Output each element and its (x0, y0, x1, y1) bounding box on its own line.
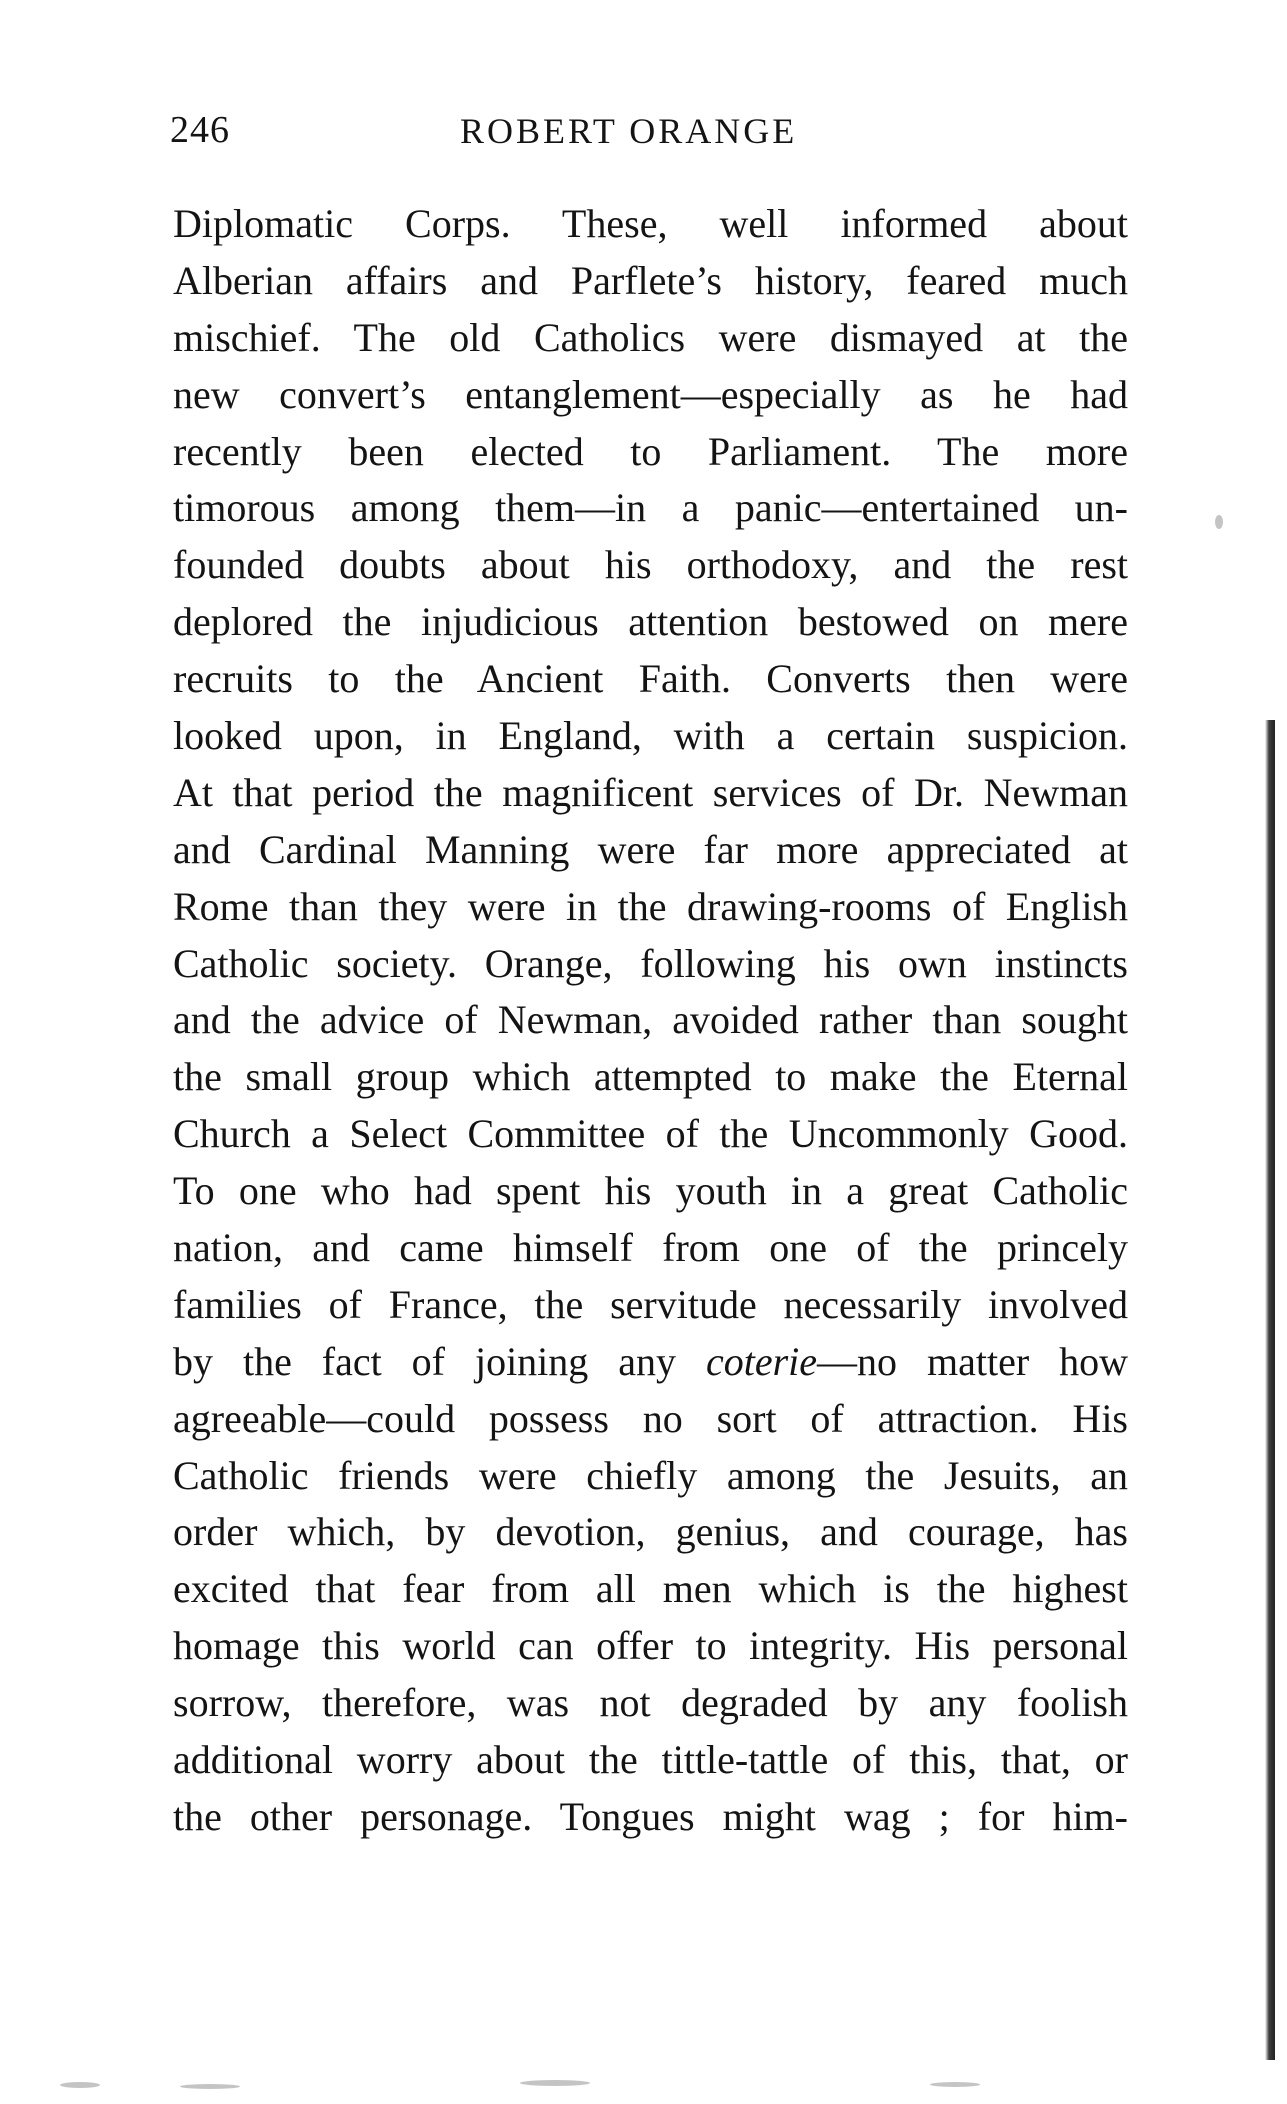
text-line: and Cardinal Manning were far more appreciated at (173, 826, 1128, 872)
text-line: At that period the magnificent services of Dr. Newman (173, 769, 1128, 815)
text-line: additional worry about the tittle-tattle of this, that, or (173, 1737, 1128, 1783)
text-line: Catholic friends were chiefly among the Jesuits, an (173, 1452, 1128, 1498)
text-line: To one who had spent his youth in a great Catholic (173, 1168, 1128, 1214)
text-line: Rome than they were in the drawing-rooms of English (173, 883, 1128, 929)
text-line: families of France, the servitude necessarily involved (173, 1281, 1128, 1327)
text-line: Church a Select Committee of the Uncommonly Good. (173, 1111, 1128, 1157)
text-line: the other personage. Tongues might wag ; for him- (173, 1793, 1128, 1839)
text-line: homage this world can offer to integrity. His personal (173, 1623, 1128, 1669)
text-line: the small group which attempted to make the Eternal (173, 1054, 1128, 1100)
paper-speckle (930, 2082, 980, 2087)
text-line: deplored the injudicious attention bestowed on mere (173, 599, 1128, 645)
running-title: ROBERT ORANGE (460, 111, 798, 151)
text-line: mischief. The old Catholics were dismayed at the (173, 314, 1128, 360)
text-line: agreeable—could possess no sort of attraction. His (173, 1395, 1128, 1441)
paper-speckle (180, 2084, 240, 2089)
text-line: nation, and came himself from one of the princely (173, 1225, 1128, 1271)
text-line: order which, by devotion, genius, and courage, has (173, 1509, 1128, 1555)
text-line: recently been elected to Parliament. The more (173, 428, 1128, 474)
paper-speckle (1215, 515, 1223, 529)
text-line: looked upon, in England, with a certain suspicion. (173, 713, 1128, 759)
text-line: new convert’s entanglement—especially as he had (173, 371, 1128, 417)
text-line: founded doubts about his orthodoxy, and the rest (173, 542, 1128, 588)
text-line: timorous among them—in a panic—entertained un- (173, 485, 1128, 531)
page-number: 246 (170, 109, 230, 151)
italic-word: coterie (705, 1338, 818, 1384)
text-line: excited that fear from all men which is the highest (173, 1566, 1128, 1612)
body-text (173, 196, 1128, 1846)
text-line: Catholic society. Orange, following his own instincts (173, 940, 1128, 986)
page-header (170, 108, 1120, 168)
paper-speckle (60, 2082, 100, 2088)
text-line: and the advice of Newman, avoided rather than sought (173, 997, 1128, 1043)
text-segment: by the fact of joining any (173, 1338, 706, 1384)
text-segment: —no matter how (817, 1338, 1128, 1384)
text-line: sorrow, therefore, was not degraded by any foolish (173, 1680, 1128, 1726)
paper-speckle (520, 2080, 590, 2086)
text-line: recruits to the Ancient Faith. Converts then were (173, 656, 1128, 702)
text-line: Alberian affairs and Parflete’s history, feared much (173, 257, 1128, 303)
page-edge-shadow (1265, 720, 1275, 2060)
text-line: Diplomatic Corps. These, well informed about (173, 201, 1128, 246)
text-line-with-italic (173, 1334, 1128, 1391)
